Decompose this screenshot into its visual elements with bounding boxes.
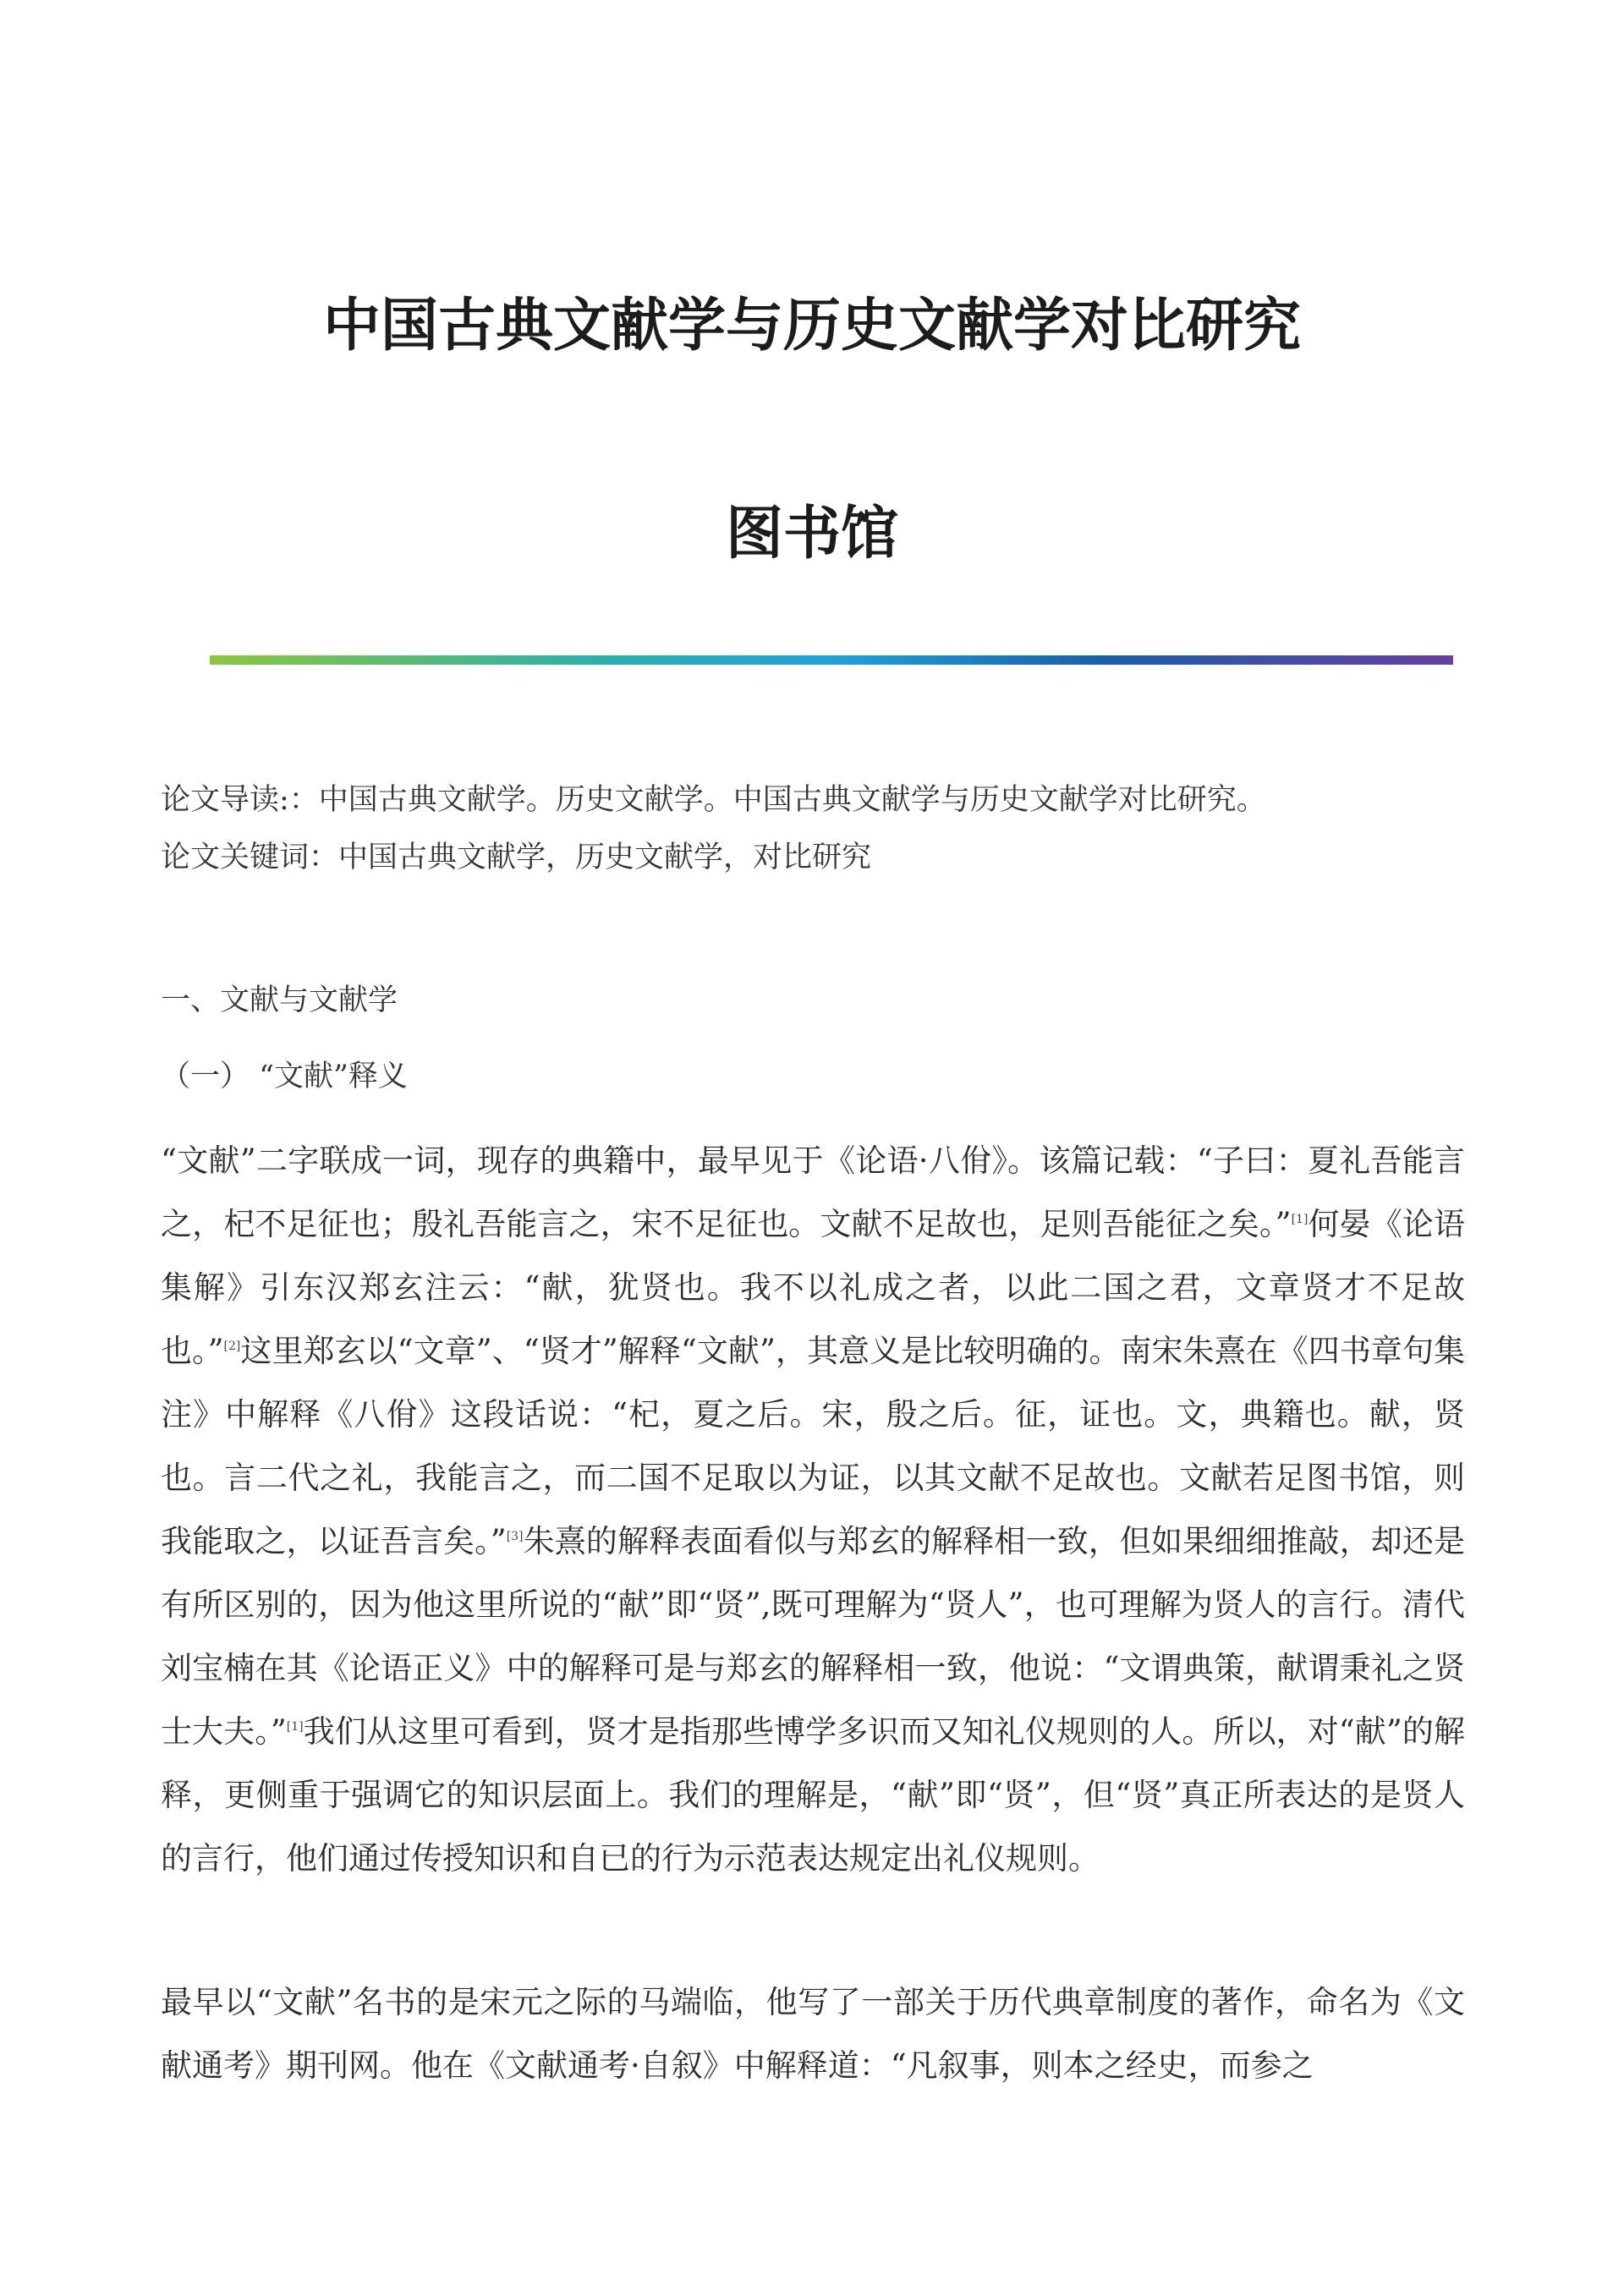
paragraph-2-text: 最早以“文献”名书的是宋元之际的马端临，他写了一部关于历代典章制度的著作，命名为《文献通考》期刊网。他在《文献通考·自叙》中解释道：“凡叙事，则本之经史，而参之	[161, 1984, 1465, 2084]
paper-meta	[161, 771, 1465, 886]
citation-marker: [2]	[223, 1340, 241, 1353]
para1-segment-4: 朱熹的解释表面看似与郑玄的解释相一致，但如果细细推敲，却还是有所区别的，因为他这里所说的“献”即“贤”,既可理解为“贤人”，也可理解为贤人的言行。清代刘宝楠在其《论语正义》中的解释可是与郑玄的解释相一致，他说：“文谓典策，献谓秉礼之贤士大夫。”	[161, 1523, 1465, 1750]
subsection-heading: （一） “文献”释义	[161, 1060, 408, 1093]
body-paragraph-1	[161, 1129, 1465, 1890]
body-paragraph-2	[161, 1970, 1465, 2097]
document-subtitle: 图书馆	[725, 501, 898, 567]
paper-intro: 论文导读:：中国古典文献学。历史文献学。中国古典文献学与历史文献学对比研究。	[161, 783, 1266, 817]
section-heading-block	[161, 979, 1465, 1022]
citation-marker: [3]	[506, 1530, 524, 1543]
para1-segment-2: 何晏《论语集解》引东汉郑玄注云：“献，犹贤也。我不以礼成之者，以此二国之君，文章贤才不足故也。”	[161, 1206, 1465, 1369]
citation-marker: [1]	[1291, 1213, 1309, 1226]
section-heading: 一、文献与文献学	[161, 984, 398, 1017]
subsection-heading-block	[161, 1055, 1465, 1098]
gradient-divider	[210, 655, 1453, 665]
para1-segment-5: 我们从这里可看到，贤才是指那些博学多识而又知礼仪规则的人。所以，对“献”的解释，更侧重于强调它的知识层面上。我们的理解是，“献”即“贤”，但“贤”真正所表达的是贤人的言行，他们通过传授知识和自已的行为示范表达规定出礼仪规则。	[161, 1713, 1465, 1877]
document-title: 中国古典文献学与历史文献学对比研究	[322, 293, 1301, 359]
paper-keywords: 论文关键词：中国古典文献学，历史文献学，对比研究	[161, 841, 872, 874]
para1-segment-1: “文献”二字联成一词，现存的典籍中，最早见于《论语·八佾》。该篇记载：“子曰：夏礼吾能言之，杞不足征也；殷礼吾能言之，宋不足征也。文献不足故也，足则吾能征之矣。”	[161, 1143, 1465, 1242]
citation-marker: [1]	[286, 1720, 304, 1734]
paragraph-1-text	[161, 1129, 1465, 1890]
para1-segment-3: 这里郑玄以“文章”、“贤才”解释“文献”，其意义是比较明确的。南宋朱熹在《四书章句集注》中解释《八佾》这段话说：“杞，夏之后。宋，殷之后。征，证也。文，典籍也。献，贤也。言二代之礼，我能言之，而二国不足取以为证，以其文献不足故也。文献若足图书馆，则我能取之，以证吾言矣。”	[161, 1333, 1465, 1559]
